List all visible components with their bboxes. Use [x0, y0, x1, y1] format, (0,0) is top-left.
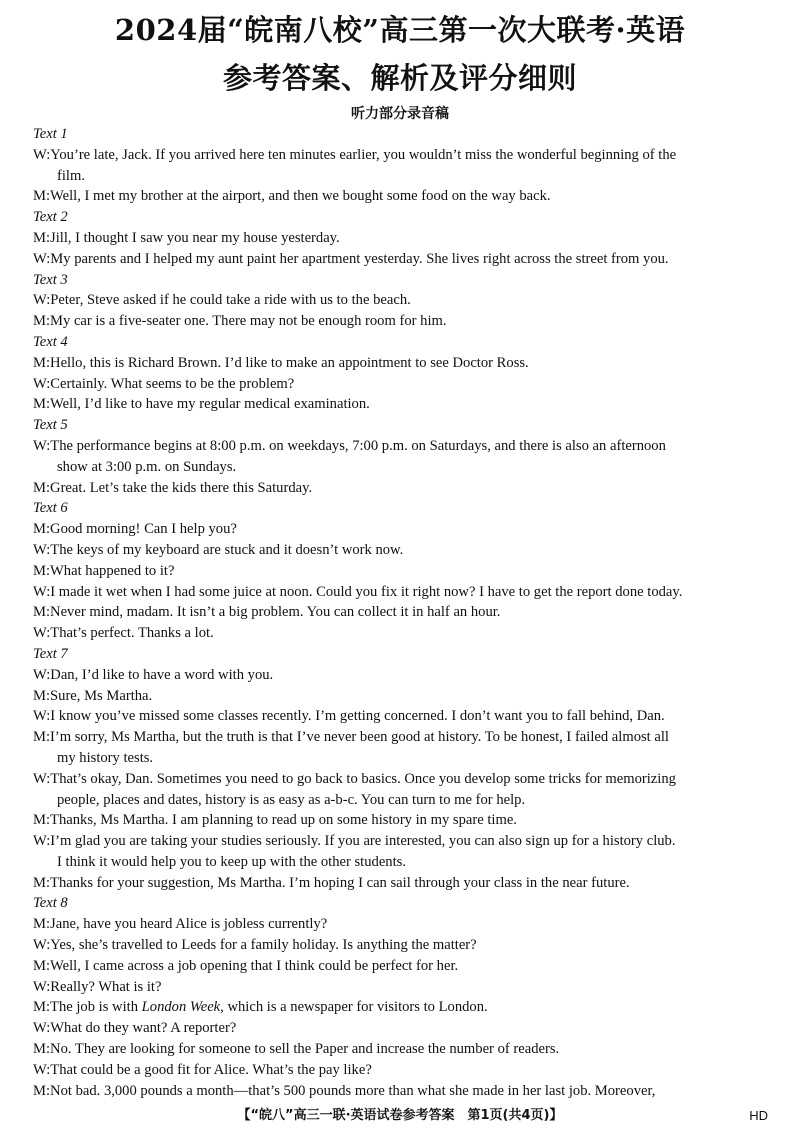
text-section-label: Text 8 — [33, 895, 68, 912]
dialogue-line: M:Well, I met my brother at the airport, and then we bought some food on the way back. — [33, 188, 551, 205]
dialogue-line: W:I’m glad you are taking your studies seriously. If you are interested, you can also sign up for a history club. — [33, 833, 676, 850]
dialogue-line: W:I know you’ve missed some classes recently. I’m getting concerned. I don’t want you to fall behind, Dan. — [33, 708, 665, 725]
dialogue-line: W:That’s perfect. Thanks a lot. — [33, 625, 214, 642]
dialogue-line: W:My parents and I helped my aunt paint her apartment yesterday. She lives right across the street from you. — [33, 250, 669, 267]
dialogue-line: M:Never mind, madam. It isn’t a big problem. You can collect it in half an hour. — [33, 604, 501, 621]
dialogue-line: M:Jane, have you heard Alice is jobless currently? — [33, 916, 328, 933]
dialogue-line: W:The keys of my keyboard are stuck and it doesn’t work now. — [33, 541, 404, 558]
dialogue-line — [33, 997, 773, 1018]
dialogue-line: M:What happened to it? — [33, 562, 175, 579]
dialogue-line: W:Certainly. What seems to be the problem? — [33, 375, 295, 392]
dialogue-line: W:That could be a good fit for Alice. What’s the pay like? — [33, 1061, 372, 1078]
text-section-label: Text 4 — [33, 333, 68, 350]
dialogue-line: W:Dan, I’d like to have a word with you. — [33, 666, 274, 683]
section-heading: 听力部分录音稿 — [351, 106, 449, 122]
dialogue-line: W:I made it wet when I had some juice at noon. Could you fix it right now? I have to get the report done today. — [33, 583, 683, 600]
dialogue-line: W:Yes, she’s travelled to Leeds for a family holiday. Is anything the matter? — [33, 937, 477, 954]
dialogue-line: W:The performance begins at 8:00 p.m. on weekdays, 7:00 p.m. on Saturdays, and there is also an afternoon — [33, 437, 666, 454]
dialogue-line-continuation: people, places and dates, history is as easy as a-b-c. You can turn to me for help. — [57, 791, 526, 808]
dialogue-line: M:Sure, Ms Martha. — [33, 687, 153, 704]
dialogue-line: W:That’s okay, Dan. Sometimes you need to go back to basics. Once you develop some tricks for memorizing — [33, 770, 676, 787]
page-footer — [0, 1105, 800, 1127]
dialogue-line-continuation: I think it would help you to keep up with the other students. — [57, 853, 406, 870]
text-section-label: Text 6 — [33, 500, 68, 517]
text-section-label: Text 2 — [33, 209, 68, 226]
text-section-label: Text 1 — [33, 126, 68, 142]
dialogue-text: , which is a newspaper for visitors to London. — [220, 999, 488, 1016]
dialogue-line: M:Hello, this is Richard Brown. I’d like to make an appointment to see Doctor Ross. — [33, 354, 529, 371]
dialogue-line: W:Really? What is it? — [33, 978, 162, 995]
text-section-label: Text 7 — [33, 645, 68, 662]
document-title: 2024届“皖南八校”高三第一次大联考·英语 — [114, 13, 686, 47]
dialogue-line: M:My car is a five-seater one. There may not be enough room for him. — [33, 313, 447, 330]
newspaper-title: London Week — [141, 999, 221, 1016]
text-section-label: Text 5 — [33, 417, 68, 434]
dialogue-line: M:Great. Let’s take the kids there this Saturday. — [33, 479, 313, 496]
footer-page-info: 【“皖八”高三一联·英语试卷参考答案 第1页(共4页)】 — [237, 1108, 563, 1123]
dialogue-line: M:I’m sorry, Ms Martha, but the truth is that I’ve never been good at history. To be honest, I failed almost all — [33, 729, 669, 746]
footer-code: HD — [749, 1108, 768, 1123]
dialogue-line: M:Jill, I thought I saw you near my house yesterday. — [33, 229, 340, 246]
dialogue-line-continuation: film. — [57, 167, 85, 184]
dialogue-line: W:You’re late, Jack. If you arrived here ten minutes earlier, you wouldn’t miss the wonderful beginning of the — [33, 146, 677, 163]
document-subtitle: 参考答案、解析及评分细则 — [222, 61, 577, 95]
dialogue-line: M:Thanks for your suggestion, Ms Martha. I’m hoping I can sail through your class in the near future. — [33, 874, 630, 891]
dialogue-line: M:Well, I came across a job opening that I think could be perfect for her. — [33, 957, 459, 974]
dialogue-line: W:Peter, Steve asked if he could take a ride with us to the beach. — [33, 292, 411, 309]
dialogue-line: M:Well, I’d like to have my regular medical examination. — [33, 396, 370, 413]
dialogue-text: M:The job is with — [33, 999, 142, 1016]
dialogue-line: M:Not bad. 3,000 pounds a month—that’s 500 pounds more than what she made in her last job. Moreover, — [33, 1082, 656, 1099]
dialogue-line: M:Good morning! Can I help you? — [33, 521, 237, 538]
dialogue-line: M:No. They are looking for someone to sell the Paper and increase the number of readers. — [33, 1041, 560, 1058]
dialogue-line-continuation: my history tests. — [57, 749, 154, 766]
dialogue-line: W:What do they want? A reporter? — [33, 1020, 237, 1037]
dialogue-line-continuation: show at 3:00 p.m. on Sundays. — [57, 458, 237, 475]
text-section-label: Text 3 — [33, 271, 68, 288]
transcript-body — [33, 124, 773, 1101]
dialogue-line: M:Thanks, Ms Martha. I am planning to read up on some history in my spare time. — [33, 812, 517, 829]
